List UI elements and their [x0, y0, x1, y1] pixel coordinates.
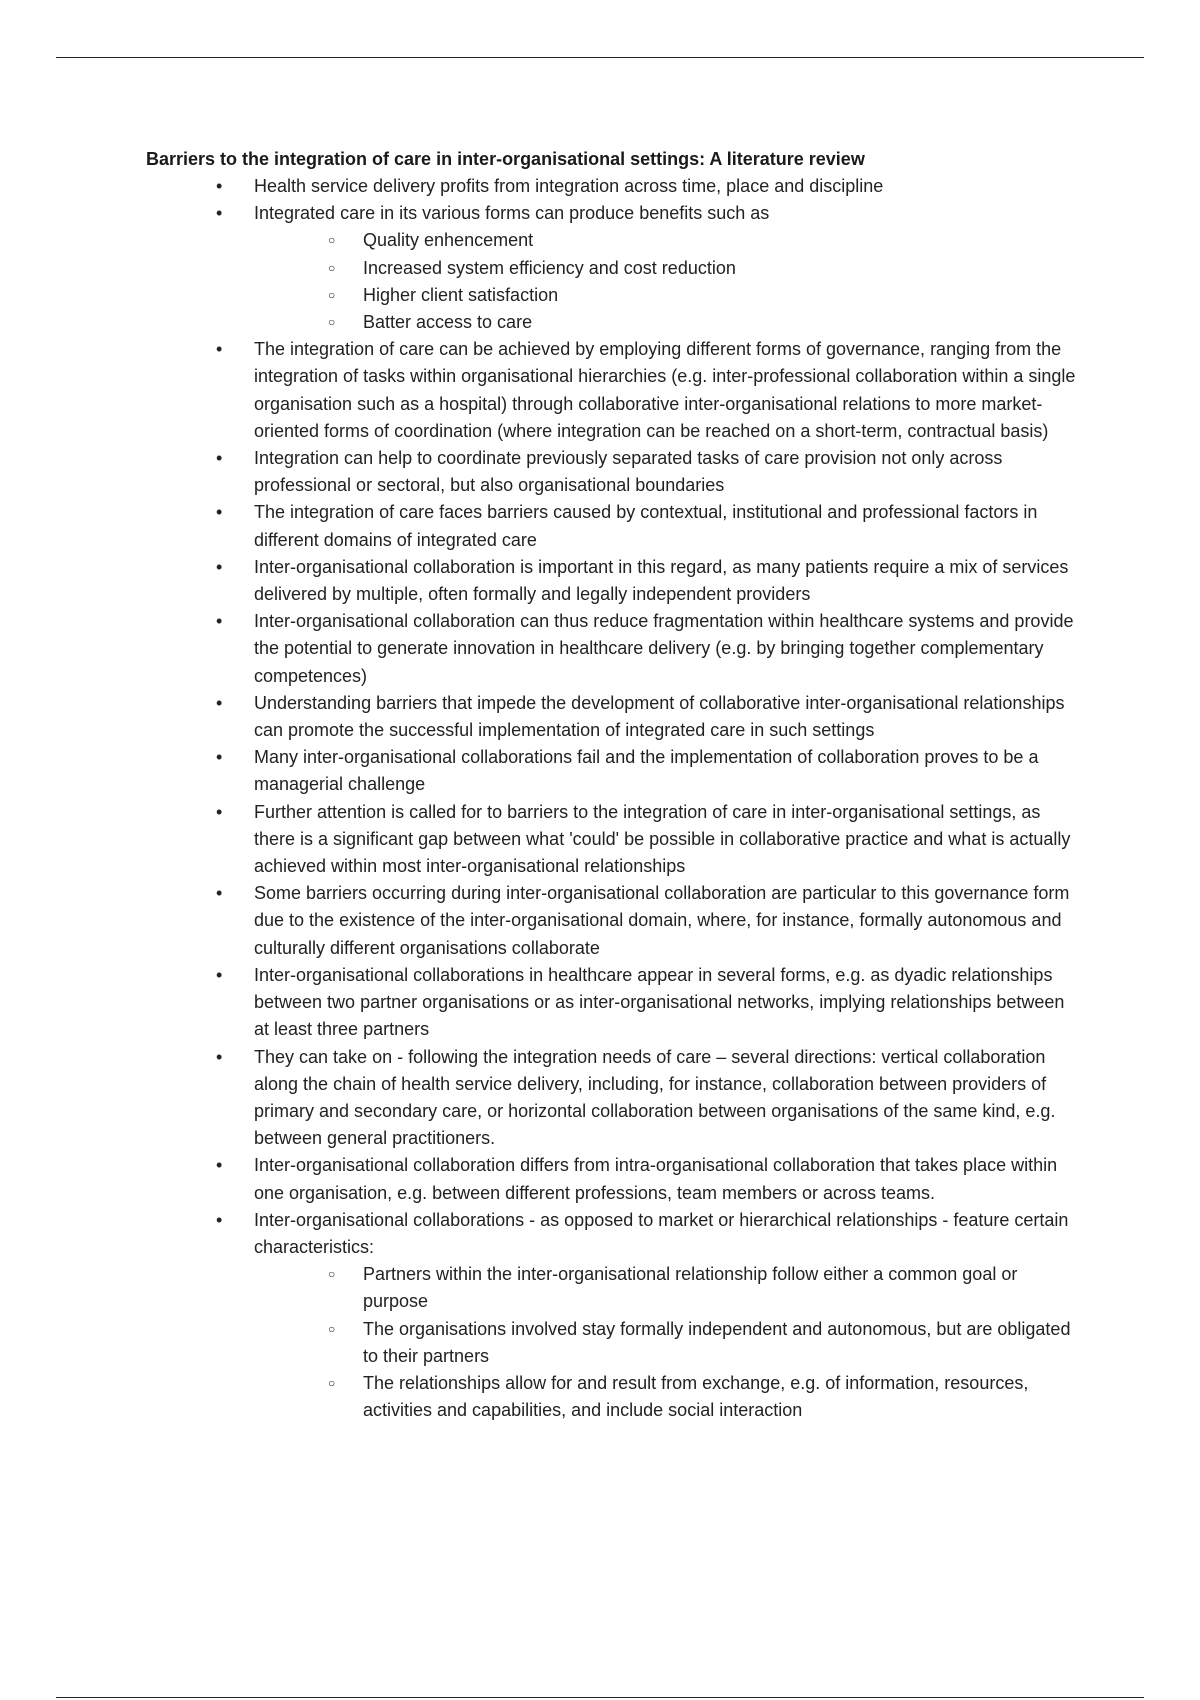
bullet-icon: • — [216, 556, 223, 577]
list-item-text: Inter-organisational collaboration differs from intra-organisational collaboration that takes place within one organisation, e.g. between different professions, team members or across teams. — [254, 1155, 1058, 1203]
list-item — [216, 690, 1076, 744]
circle-bullet-icon: ○ — [328, 1375, 336, 1390]
sub-bullet-list — [254, 1261, 1076, 1424]
sub-bullet-list — [254, 227, 1076, 336]
list-item-text: Inter-organisational collaborations in healthcare appear in several forms, e.g. as dyadic relationships between two partner organisations or as inter-organisational networks, implying relationships between at least three partners — [254, 964, 1065, 1040]
bullet-icon: • — [216, 883, 223, 904]
bullet-list — [146, 173, 1076, 1424]
sub-list-item — [328, 282, 1076, 309]
list-item — [216, 880, 1076, 962]
list-item — [216, 173, 1076, 200]
list-item — [216, 1207, 1076, 1425]
list-item-text: The integration of care can be achieved by employing different forms of governance, ranging from the integration of tasks within organisational hierarchies (e.g. inter-professional collaboration within a single organisation such as a hospital) through collaborative inter-organisational relations to more market-oriented forms of coordination (where integration can be reached on a short-term, contractual basis) — [254, 339, 1076, 441]
sub-list-item-text: The relationships allow for and result from exchange, e.g. of information, resources, activities and capabilities, and include social interaction — [363, 1372, 1029, 1421]
bullet-icon: • — [216, 448, 223, 469]
bullet-icon: • — [216, 502, 223, 523]
top-divider — [56, 57, 1144, 58]
list-item — [216, 1044, 1076, 1153]
list-item-text: They can take on - following the integration needs of care – several directions: vertical collaboration along the chain of health service delivery, including, for instance, collaboration between providers of primary and secondary care, or horizontal collaboration between organisations of the same kind, e.g. between general practitioners. — [254, 1046, 1056, 1149]
sub-list-item-text: Partners within the inter-organisational relationship follow either a common goal or purpose — [363, 1264, 1018, 1312]
circle-bullet-icon: ○ — [328, 1267, 336, 1282]
sub-list-item — [328, 255, 1076, 282]
sub-list-item — [328, 227, 1076, 254]
list-item-text: The integration of care faces barriers caused by contextual, institutional and professional factors in different domains of integrated care — [254, 502, 1038, 550]
bottom-divider — [56, 1697, 1144, 1698]
list-item — [216, 799, 1076, 881]
list-item — [216, 744, 1076, 798]
circle-bullet-icon: ○ — [328, 287, 336, 302]
sub-list-item — [328, 1316, 1076, 1370]
list-item-text: Inter-organisational collaboration can thus reduce fragmentation within healthcare systems and provide the potential to generate innovation in healthcare delivery (e.g. by bringing together complementary competences) — [254, 611, 1074, 686]
list-item-text: Integration can help to coordinate previously separated tasks of care provision not only across professional or sectoral, but also organisational boundaries — [254, 448, 1003, 496]
list-item — [216, 445, 1076, 499]
circle-bullet-icon: ○ — [328, 260, 336, 275]
circle-bullet-icon: ○ — [328, 315, 336, 330]
list-item-text: Understanding barriers that impede the development of collaborative inter-organisational relationships can promote the successful implementation of integrated care in such settings — [254, 692, 1065, 741]
list-item — [216, 200, 1076, 336]
list-item-text: Inter-organisational collaborations - as opposed to market or hierarchical relationships - feature certain characteristics: — [254, 1209, 1069, 1257]
sub-list-item — [328, 1370, 1076, 1424]
list-item — [216, 499, 1076, 553]
sub-list-item-text: Quality enhencement — [363, 230, 534, 251]
bullet-icon: • — [216, 339, 223, 360]
bullet-icon: • — [216, 801, 223, 822]
bullet-icon: • — [216, 1209, 223, 1230]
bullet-icon: • — [216, 203, 223, 224]
circle-bullet-icon: ○ — [328, 233, 336, 248]
list-item — [216, 336, 1076, 445]
bullet-icon: • — [216, 692, 223, 713]
list-item-text: Inter-organisational collaboration is important in this regard, as many patients require a mix of services delivered by multiple, often formally and legally independent providers — [254, 556, 1069, 605]
sub-list-item — [328, 309, 1076, 336]
bullet-icon: • — [216, 964, 223, 985]
bullet-icon: • — [216, 1046, 223, 1067]
bullet-icon: • — [216, 747, 223, 768]
list-item-text: Health service delivery profits from integration across time, place and discipline — [254, 176, 884, 196]
list-item-text: Some barriers occurring during inter-organisational collaboration are particular to this governance form due to the existence of the inter-organisational domain, where, for instance, formally autonomous and culturally different organisations collaborate — [254, 883, 1070, 958]
sub-list-item-text: Higher client satisfaction — [363, 284, 559, 305]
sub-list-item-text: The organisations involved stay formally independent and autonomous, but are obligated to their partners — [363, 1318, 1071, 1366]
sub-list-item-text: Batter access to care — [363, 312, 533, 333]
list-item-text: Further attention is called for to barriers to the integration of care in inter-organisational settings, as there is a significant gap between what 'could' be possible in collaborative practice and what is actually achieved within most inter-organisational relationships — [254, 801, 1071, 877]
document-body — [146, 146, 1076, 1424]
document-title: Barriers to the integration of care in inter-organisational settings: A literature review — [146, 149, 865, 169]
sub-list-item-text: Increased system efficiency and cost reduction — [363, 257, 736, 278]
bullet-icon: • — [216, 176, 223, 196]
list-item — [216, 608, 1076, 690]
list-item — [216, 554, 1076, 608]
list-item — [216, 962, 1076, 1044]
circle-bullet-icon: ○ — [328, 1321, 336, 1336]
list-item-text: Many inter-organisational collaborations fail and the implementation of collaboration proves to be a managerial challenge — [254, 747, 1039, 795]
list-item — [216, 1152, 1076, 1206]
bullet-icon: • — [216, 1155, 223, 1176]
list-item-text: Integrated care in its various forms can produce benefits such as — [254, 203, 770, 224]
bullet-icon: • — [216, 611, 223, 632]
sub-list-item — [328, 1261, 1076, 1315]
